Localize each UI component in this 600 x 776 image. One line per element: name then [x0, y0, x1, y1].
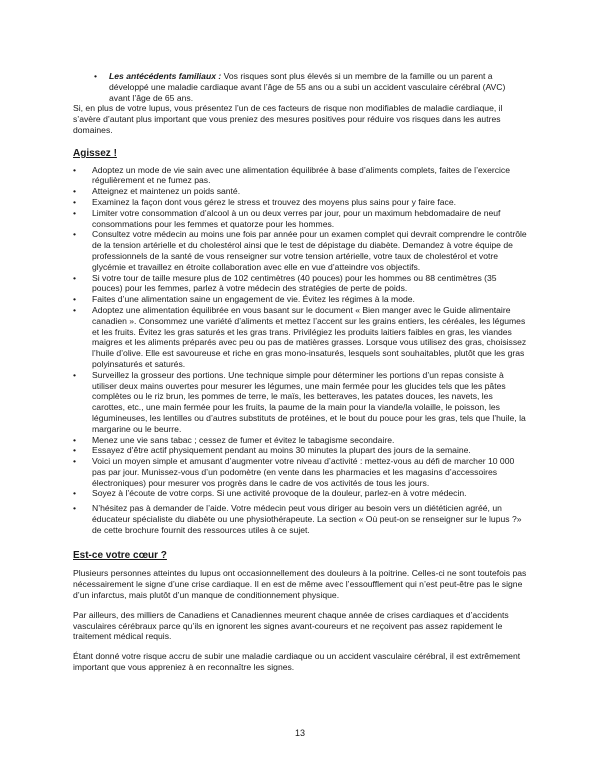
body-paragraph: Étant donné votre risque accru de subir une maladie cardiaque ou un accident vasculaire cérébral, il est extrêmement important que vous appreniez à en reconnaître les signes. [73, 651, 521, 673]
section-heading-agissez: Agissez ! [73, 147, 117, 159]
page-number: 13 [294, 728, 305, 738]
bullet-icon: • [73, 488, 77, 499]
item-text: Vos risques sont plus élevés si un membre de la famille ou un parent a développé une maladie cardiaque avant l’âge de 55 ans ou a subi un accident vasculaire cérébral (AVC) avant l’âge de 65 ans. [109, 71, 506, 103]
bullet-icon: • [73, 164, 77, 175]
bullet-icon: • [73, 294, 77, 305]
item-text: Adoptez un mode de vie sain avec une alimentation équilibrée à base d’aliments complets, faites de l’exercice régulièrement et ne fumez pas. [92, 164, 510, 186]
item-text: Consultez votre médecin au moins une fois par année pour un examen complet qui devrait comprendre le contrôle de la tension artérielle et du cholestérol ainsi que le test de dépistage du diabète. Demandez à votre équipe de professionnels de la santé de vous renseigner sur votre tension artérielle, votre taux de cholestérol et votre glycémie et travaillez en étroite collaboration avec elle en vue d’atteindre vos objectifs. [92, 229, 527, 272]
term-label: Les antécédents familiaux : [109, 71, 222, 81]
bullet-icon: • [73, 445, 77, 456]
list-item [73, 435, 528, 446]
risk-factor-list [73, 71, 528, 103]
bullet-icon: • [73, 503, 77, 514]
list-item [73, 229, 528, 272]
bullet-icon: • [73, 272, 77, 283]
list-item [73, 445, 528, 456]
item-text: Menez une vie sans tabac ; cessez de fumer et évitez le tabagisme secondaire. [92, 434, 395, 445]
item-text: Limiter votre consommation d’alcool à un ou deux verres par jour, pour un maximum hebdomadaire de neuf consommations pour les femmes et quatorze pour les hommes. [92, 207, 501, 229]
item-text: Voici un moyen simple et amusant d’augmenter votre niveau d’activité : mettez-vous au défi de marcher 10 000 pas par jour. Munissez-vous d’un podomètre (en vente dans les pharmacies et les magasins d’accessoires électroniques) pour mesurer vos progrès dans le cadre de vos activités de tous les jours. [92, 456, 515, 488]
list-item [73, 305, 528, 370]
item-text: N’hésitez pas à demander de l’aide. Votre médecin peut vous diriger au besoin vers un diététicien agréé, un éducateur spécialiste du diabète ou une physiothérapeute. La section « Où peut-on se renseigner sur le lupus ?» de cette brochure fournit des ressources utiles à ce sujet. [92, 503, 522, 535]
item-text: Soyez à l’écoute de votre corps. Si une activité provoque de la douleur, parlez-en à votre médecin. [92, 488, 467, 499]
list-item [73, 197, 528, 208]
list-item [73, 273, 528, 295]
bullet-icon: • [73, 369, 77, 380]
item-text: Surveillez la grosseur des portions. Une technique simple pour déterminer les portions d’un repas consiste à utiliser deux mains ouvertes pour mesurer les légumes, une main fermée pour les glucides tels que les pâtes complètes ou le riz brun, les pommes de terre, le maïs, les betteraves, les patates douces, les navets, les carottes, etc., une main fermée pour les fruits, la paume de la main pour la viande/la volaille, le poisson, les légumineuses, les lentilles ou d’autres substituts de protéines, et le bout du pouce pour les gras, tels que l’huile, la margarine ou le beurre. [92, 369, 526, 434]
item-text: Essayez d’être actif physiquement pendant au moins 30 minutes la plupart des jours de la semaine. [92, 445, 471, 456]
section-heading-coeur: Est-ce votre cœur ? [73, 549, 167, 561]
list-item [73, 186, 528, 197]
bullet-icon: • [73, 196, 77, 207]
list-item [73, 456, 528, 488]
item-text: Faites d’une alimentation saine un engagement de vie. Évitez les régimes à la mode. [92, 294, 415, 305]
bullet-icon: • [73, 186, 77, 197]
bullet-icon: • [73, 229, 77, 240]
list-item [73, 370, 528, 435]
list-item [73, 71, 528, 103]
page-content [73, 71, 528, 673]
list-item [73, 208, 528, 230]
bullet-icon: • [73, 207, 77, 218]
list-item [73, 294, 528, 305]
bullet-icon: • [73, 304, 77, 315]
body-paragraph: Plusieurs personnes atteintes du lupus ont occasionnellement des douleurs à la poitrine. Celles-ci ne sont toutefois pas nécessairement le signe d’une crise cardiaque. Il en est de même avec l’essoufflement qui n’est peut-être pas le signe d’un infarctus, mais plutôt d’un manque de conditionnement physique. [73, 568, 527, 601]
list-item [73, 503, 528, 535]
item-text: Examinez la façon dont vous gérez le stress et trouvez des moyens plus sains pour y faire face. [92, 196, 456, 207]
bullet-icon: • [73, 434, 77, 445]
bullet-icon: • [94, 71, 98, 81]
body-paragraph: Par ailleurs, des milliers de Canadiens et Canadiennes meurent chaque année de crises cardiaques et d’accidents vasculaires cérébraux parce qu’ils en ignorent les signes avant-coureurs et ne reçoivent pas assez rapidement le traitement médical requis. [73, 609, 509, 642]
list-item [73, 165, 528, 187]
bullet-icon: • [73, 456, 77, 467]
item-text: Atteignez et maintenez un poids santé. [92, 186, 241, 197]
intro-paragraph: Si, en plus de votre lupus, vous présentez l’un de ces facteurs de risque non modifiables de maladie cardiaque, il s’avère d’autant plus important que vous preniez des mesures positives pour réduire vos risques dans les autres domaines. [73, 103, 503, 135]
item-text: Adoptez une alimentation équilibrée en vous basant sur le document « Bien manger avec le Guide alimentaire canadien ». Consommez une variété d’aliments et mettez l’accent sur les grains entiers, les céréales, les légumes et les fruits. Évitez les gras saturés et les gras trans. Privilégiez les produits laitiers faibles en gras, les viandes maigres et les aliments préparés avec peu ou pas de matières grasses. Lorsque vous utilisez des gras, choisissez l’huile d’olive. Elle est savoureuse et riche en gras mono-insaturés, lesquels sont souhaitables, plutôt que les gras polyinsaturés et saturés. [92, 304, 527, 369]
item-text: Si votre tour de taille mesure plus de 102 centimètres (40 pouces) pour les hommes ou 88 centimètres (35 pouces) pour les femmes, parlez à votre médecin des stratégies de perte de poids. [92, 272, 497, 294]
list-item [73, 488, 528, 499]
action-list [73, 165, 528, 536]
